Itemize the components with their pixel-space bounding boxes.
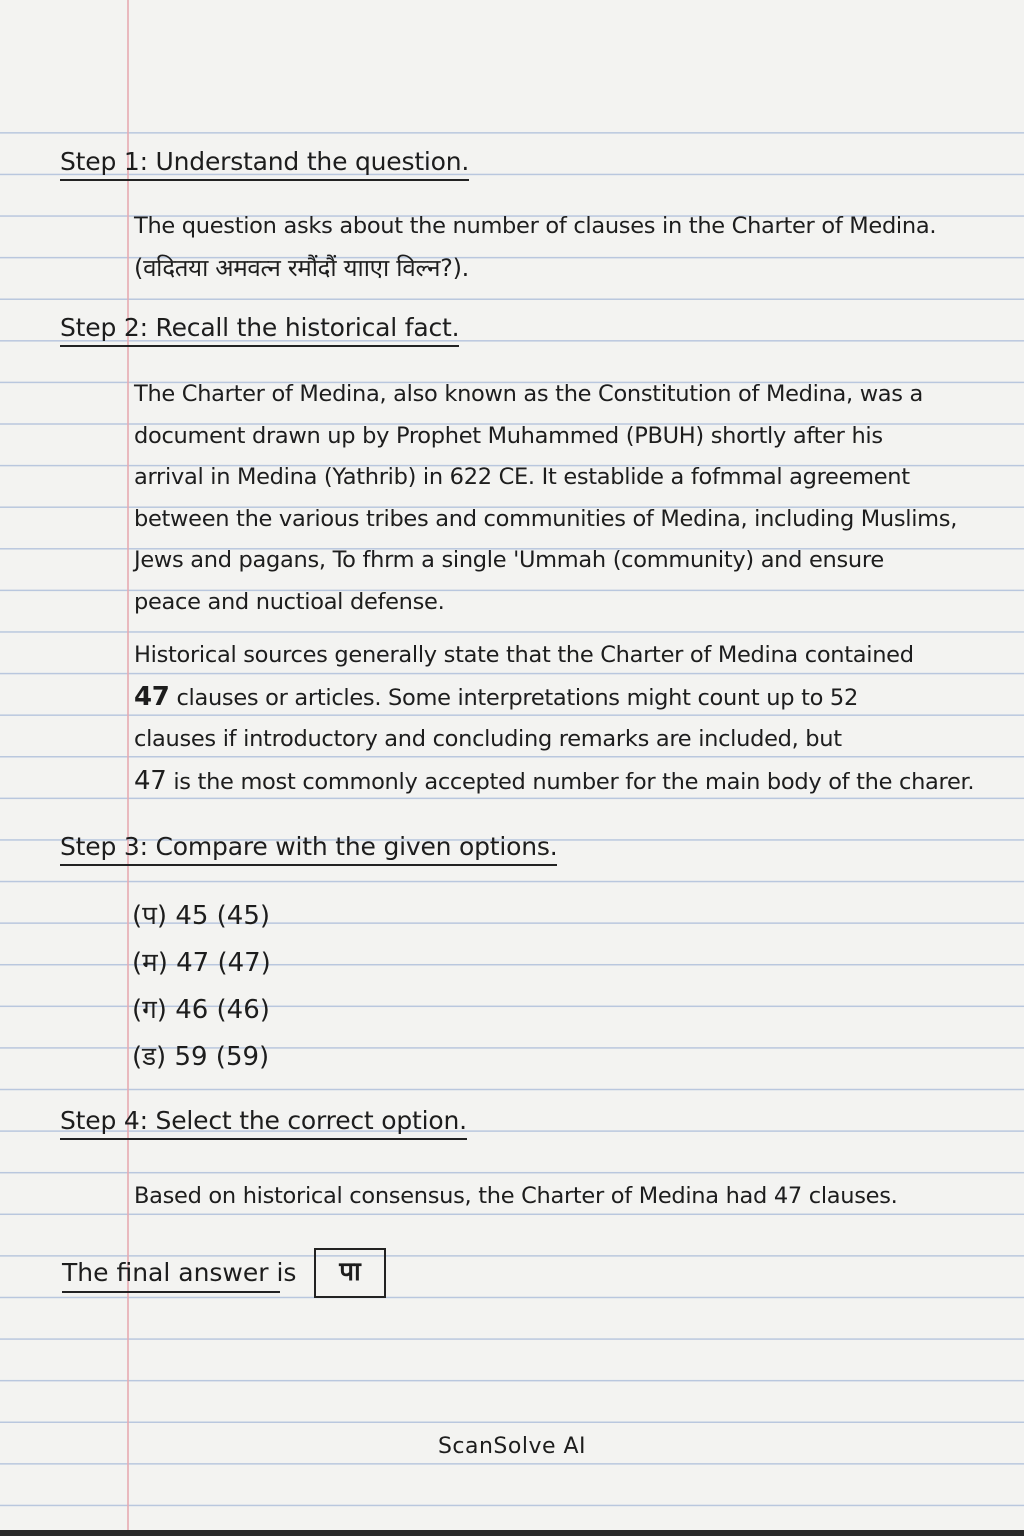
step2-line: peace and nuctioal defense. (134, 588, 445, 615)
step2-line: between the various tribes and communities of Medina, including Muslims, (134, 505, 958, 532)
step1-line: The question asks about the number of clauses in the Charter of Medina. (134, 213, 937, 239)
final-answer-row (62, 1258, 297, 1293)
step2-line: Jews and pagans, To fhrm a single 'Ummah (community) and ensure (134, 547, 884, 574)
step2-heading: Step 2: Recall the historical fact. (60, 313, 459, 347)
option-da: (ड) 59 (59) (132, 1042, 270, 1072)
step2-line-rest: is the most commonly accepted number for the main body of the charer. (166, 768, 975, 795)
step2-line-rest: clauses or articles. Some interpretations might count up to 52 (169, 684, 858, 711)
step2-paragraph-2 (134, 635, 994, 803)
step1-line: (वदितया अमवत्न रमौंदौं यााएा विल्न?). (134, 253, 470, 282)
step2-line (134, 677, 994, 720)
clause-count: 47 (134, 765, 167, 796)
margin-line (127, 0, 129, 1530)
step2-line: arrival in Medina (Yathrib) in 622 CE. It establide a fofmmal agreement (134, 464, 910, 491)
step4-heading: Step 4: Select the correct option. (60, 1106, 467, 1140)
step2-line (134, 761, 994, 804)
step1-heading: Step 1: Understand the question. (60, 147, 469, 181)
step4-line: Based on historical consensus, the Charter of Medina had 47 clauses. (134, 1183, 898, 1209)
step1-text (134, 206, 994, 289)
option-ma: (म) 47 (47) (132, 948, 271, 978)
option-pa: (प) 45 (45) (132, 901, 271, 931)
final-answer-label: The final answer is (62, 1258, 280, 1293)
step2-line: clauses if introductory and concluding remarks are included, but (134, 726, 842, 753)
page-top-margin (0, 0, 1024, 110)
step3-heading: Step 3: Compare with the given options. (60, 832, 557, 866)
step2-line: document drawn up by Prophet Muhammed (PBUH) shortly after his (134, 422, 883, 449)
footer-brand: ScanSolve AI (437, 1434, 587, 1459)
clause-count-bold: 47 (134, 681, 170, 712)
step2-paragraph-1 (134, 374, 994, 624)
step2-line: Historical sources generally state that the Charter of Medina contained (134, 642, 914, 668)
option-ga: (ग) 46 (46) (132, 995, 270, 1025)
step2-line: The Charter of Medina, also known as the Constitution of Medina, was a (134, 381, 924, 407)
final-answer-box: पा (314, 1248, 386, 1298)
step4-text (134, 1176, 994, 1218)
